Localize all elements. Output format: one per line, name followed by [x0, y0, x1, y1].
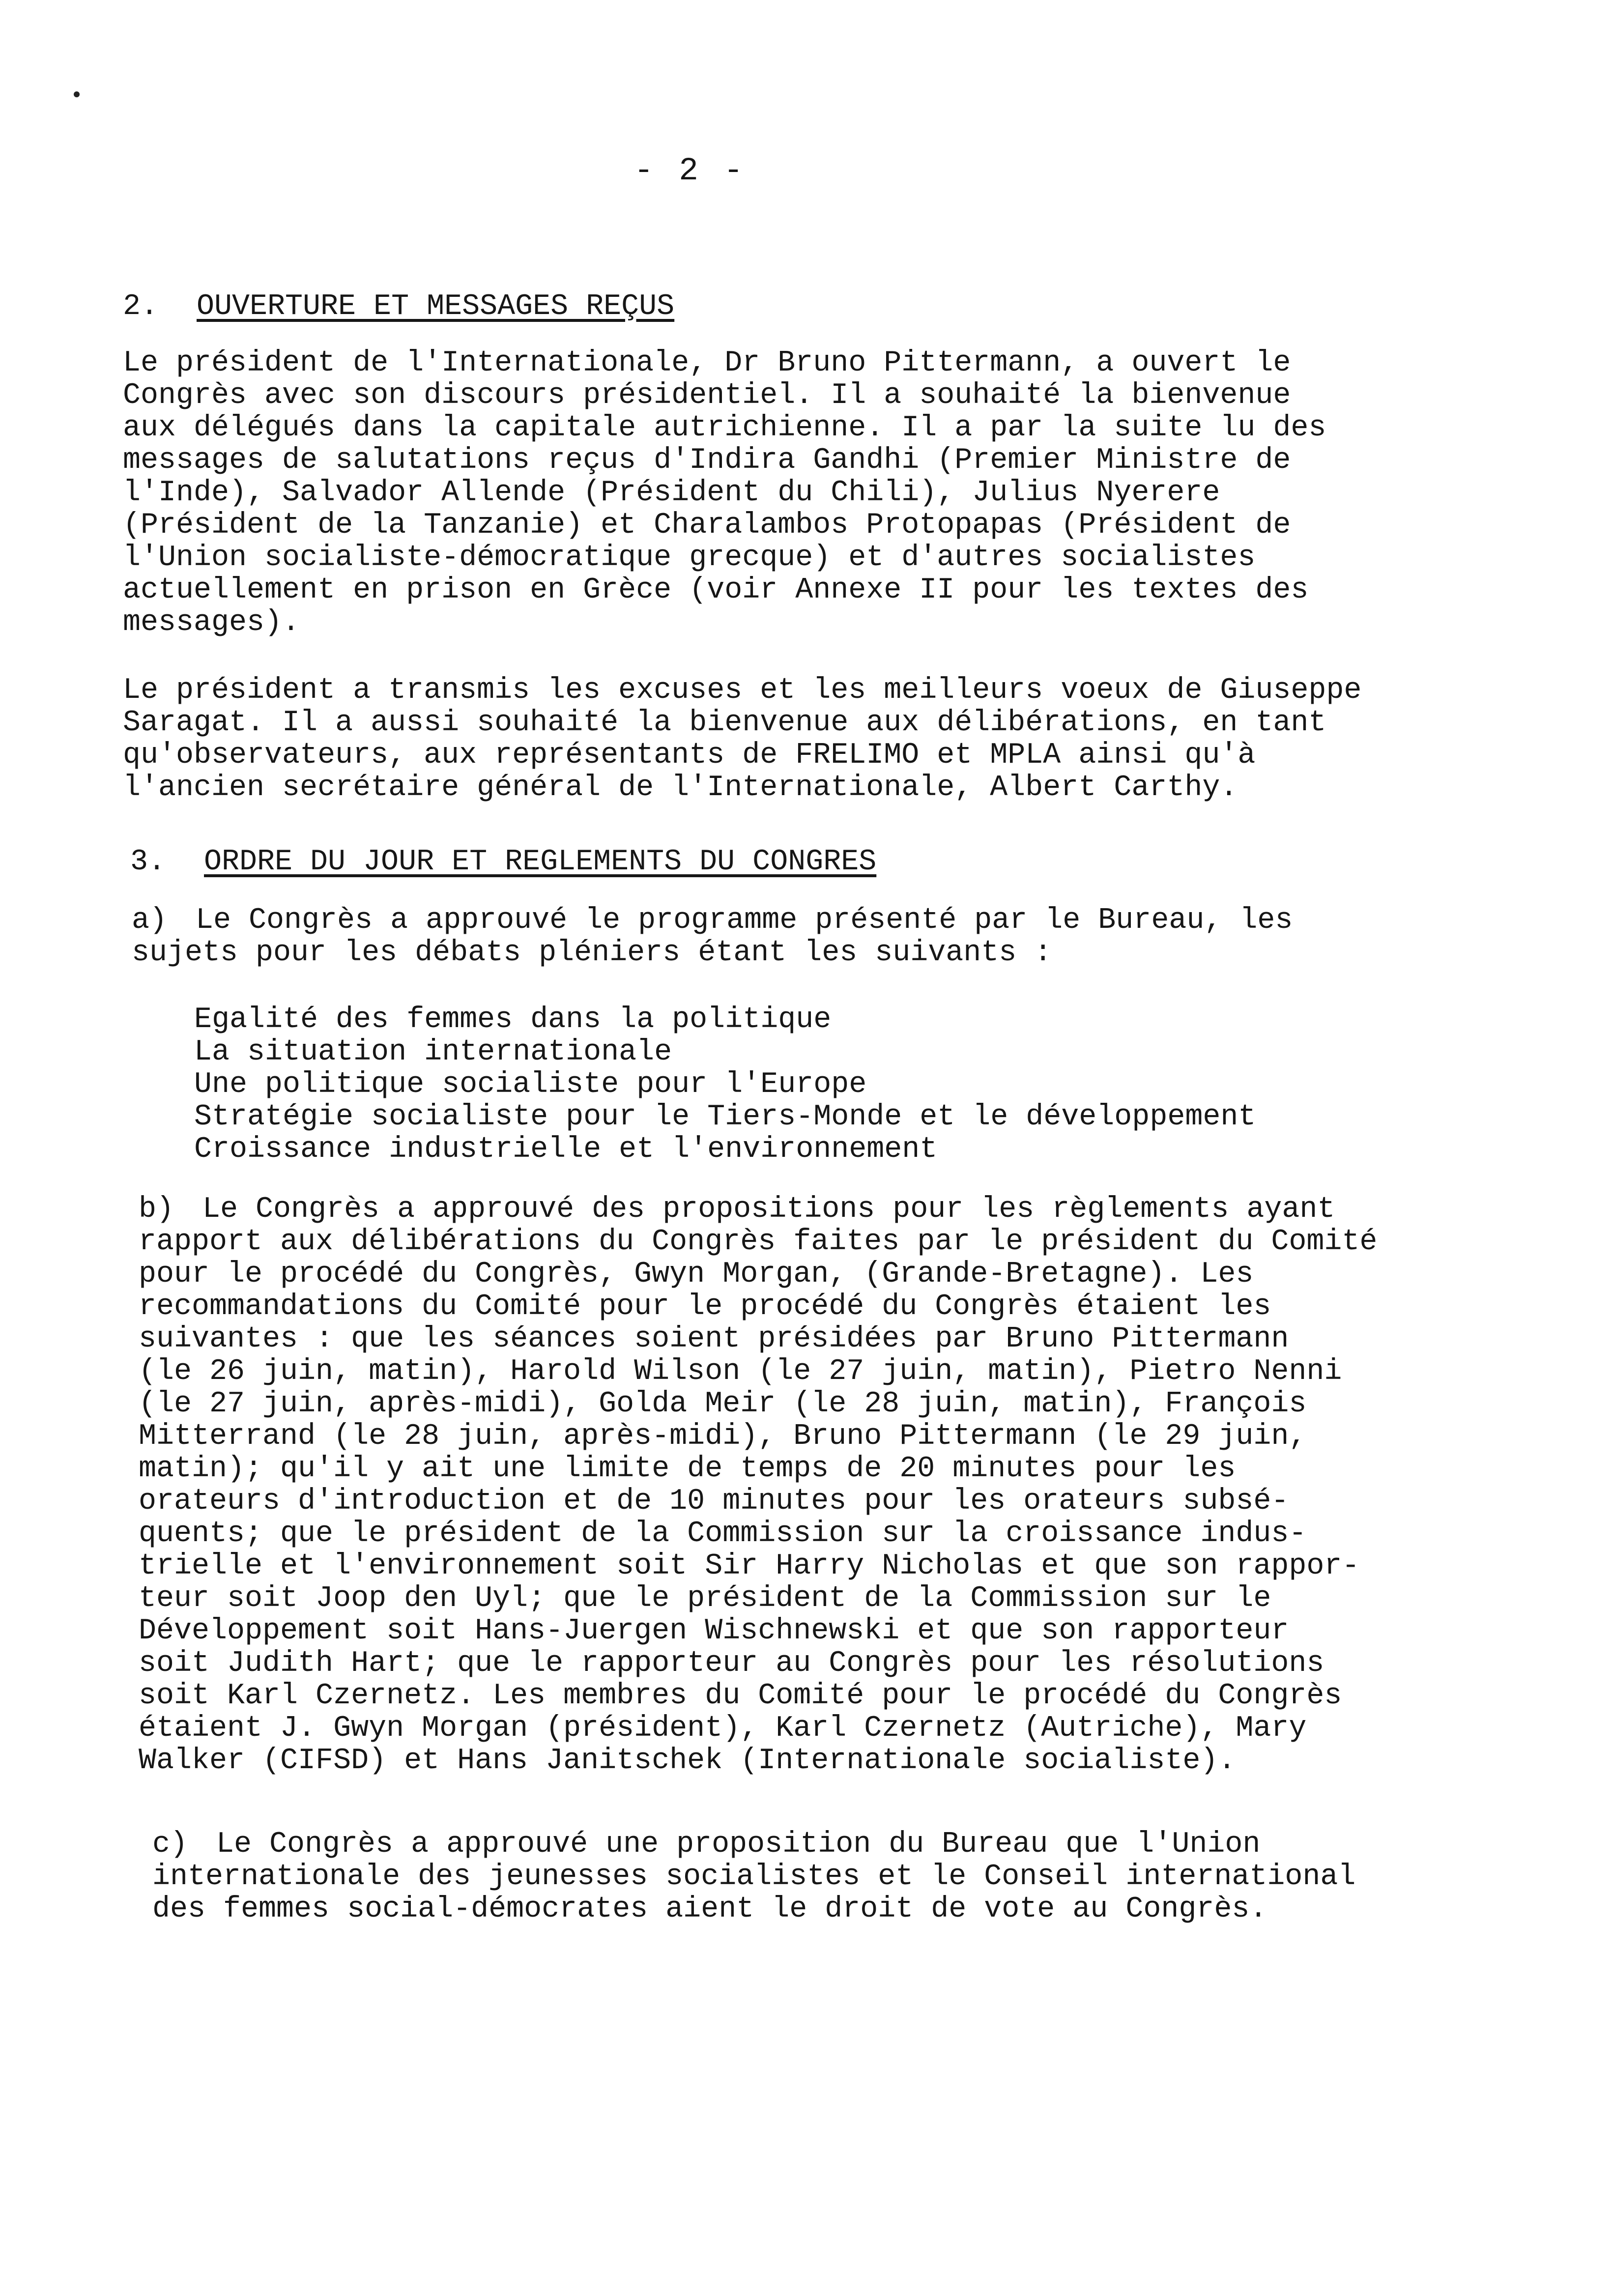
- list-item: Croissance industrielle et l'environnement: [194, 1133, 938, 1166]
- text-line: Congrès avec son discours présidentiel. Il a souhaité la bienvenue: [123, 379, 1291, 412]
- text-line: trielle et l'environnement soit Sir Harry Nicholas et que son rappor-: [139, 1550, 1360, 1583]
- list-item: La situation internationale: [194, 1035, 672, 1069]
- debate-topics-list: [194, 1004, 1256, 1166]
- section-2-heading: [123, 290, 674, 323]
- text-line: Saragat. Il a aussi souhaité la bienvenue aux délibérations, en tant: [123, 706, 1326, 740]
- text-line: messages).: [123, 606, 300, 639]
- section-2-paragraph-2: [123, 674, 1514, 804]
- speck-mark: [74, 91, 80, 97]
- item-a-label: a): [132, 904, 168, 937]
- text-line: Le président de l'Internationale, Dr Bruno Pittermann, a ouvert le: [123, 346, 1291, 380]
- text-line: orateurs d'introduction et de 10 minutes pour les orateurs subsé-: [139, 1485, 1289, 1518]
- text-line: internationale des jeunesses socialistes et le Conseil international: [152, 1860, 1356, 1894]
- text-line: l'Inde), Salvador Allende (Président du Chili), Julius Nyerere: [123, 476, 1220, 510]
- text-line: recommandations du Comité pour le procédé du Congrès étaient les: [139, 1290, 1271, 1323]
- text-line: Le Congrès a approuvé des propositions pour les règlements ayant: [202, 1193, 1335, 1226]
- text-line: étaient J. Gwyn Morgan (président), Karl Czernetz (Autriche), Mary: [139, 1712, 1307, 1745]
- section-3-item-a: [132, 904, 1523, 969]
- list-item: Stratégie socialiste pour le Tiers-Monde et le développement: [194, 1100, 1256, 1134]
- list-item: Une politique socialiste pour l'Europe: [194, 1068, 867, 1101]
- text-line: des femmes social-démocrates aient le droit de vote au Congrès.: [152, 1893, 1267, 1926]
- text-line: Le Congrès a approuvé une proposition du Bureau que l'Union: [216, 1828, 1261, 1861]
- section-2-title: OUVERTURE ET MESSAGES REÇUS: [197, 290, 675, 323]
- text-line: (le 27 juin, après-midi), Golda Meir (le 28 juin, matin), François: [139, 1387, 1307, 1421]
- text-line: quents; que le président de la Commission sur la croissance indus-: [139, 1517, 1307, 1550]
- text-line: soit Karl Czernetz. Les membres du Comité pour le procédé du Congrès: [139, 1679, 1342, 1713]
- text-line: Développement soit Hans-Juergen Wischnewski et que son rapporteur: [139, 1614, 1289, 1648]
- text-line: sujets pour les débats pléniers étant les suivants :: [132, 936, 1052, 970]
- section-2-paragraph-1: [123, 347, 1514, 639]
- text-line: teur soit Joop den Uyl; que le président de la Commission sur le: [139, 1582, 1271, 1615]
- text-line: Walker (CIFSD) et Hans Janitschek (Internationale socialiste).: [139, 1744, 1236, 1778]
- text-line: actuellement en prison en Grèce (voir Annexe II pour les textes des: [123, 574, 1309, 607]
- text-line: (le 26 juin, matin), Harold Wilson (le 27 juin, matin), Pietro Nenni: [139, 1355, 1342, 1388]
- text-line: qu'observateurs, aux représentants de FRELIMO et MPLA ainsi qu'à: [123, 739, 1256, 772]
- page-number: - 2 -: [634, 152, 747, 189]
- text-line: Le président a transmis les excuses et les meilleurs voeux de Giuseppe: [123, 674, 1362, 707]
- text-line: (Président de la Tanzanie) et Charalambos Protopapas (Président de: [123, 509, 1291, 542]
- text-line: l'Union socialiste-démocratique grecque) et d'autres socialistes: [123, 541, 1256, 574]
- item-b-label: b): [139, 1193, 174, 1226]
- text-line: l'ancien secrétaire général de l'Internationale, Albert Carthy.: [123, 771, 1238, 804]
- text-line: Le Congrès a approuvé le programme présenté par le Bureau, les: [196, 904, 1293, 937]
- text-line: matin); qu'il y ait une limite de temps de 20 minutes pour les: [139, 1452, 1236, 1486]
- text-line: aux délégués dans la capitale autrichienne. Il a par la suite lu des: [123, 411, 1326, 445]
- section-3-item-b: [139, 1193, 1529, 1777]
- section-3-number: 3.: [130, 845, 166, 879]
- section-3-heading: [130, 845, 876, 879]
- text-line: soit Judith Hart; que le rapporteur au Congrès pour les résolutions: [139, 1647, 1324, 1680]
- section-3-title: ORDRE DU JOUR ET REGLEMENTS DU CONGRES: [204, 845, 877, 879]
- section-2-number: 2.: [123, 290, 159, 323]
- item-c-label: c): [152, 1828, 188, 1861]
- text-line: Mitterrand (le 28 juin, après-midi), Bruno Pittermann (le 29 juin,: [139, 1420, 1307, 1453]
- text-line: rapport aux délibérations du Congrès faites par le président du Comité: [139, 1225, 1378, 1259]
- text-line: pour le procédé du Congrès, Gwyn Morgan, (Grande-Bretagne). Les: [139, 1258, 1254, 1291]
- text-line: messages de salutations reçus d'Indira Gandhi (Premier Ministre de: [123, 444, 1291, 477]
- section-3-item-c: [152, 1828, 1543, 1925]
- text-line: suivantes : que les séances soient présidées par Bruno Pittermann: [139, 1322, 1289, 1356]
- list-item: Egalité des femmes dans la politique: [194, 1003, 832, 1036]
